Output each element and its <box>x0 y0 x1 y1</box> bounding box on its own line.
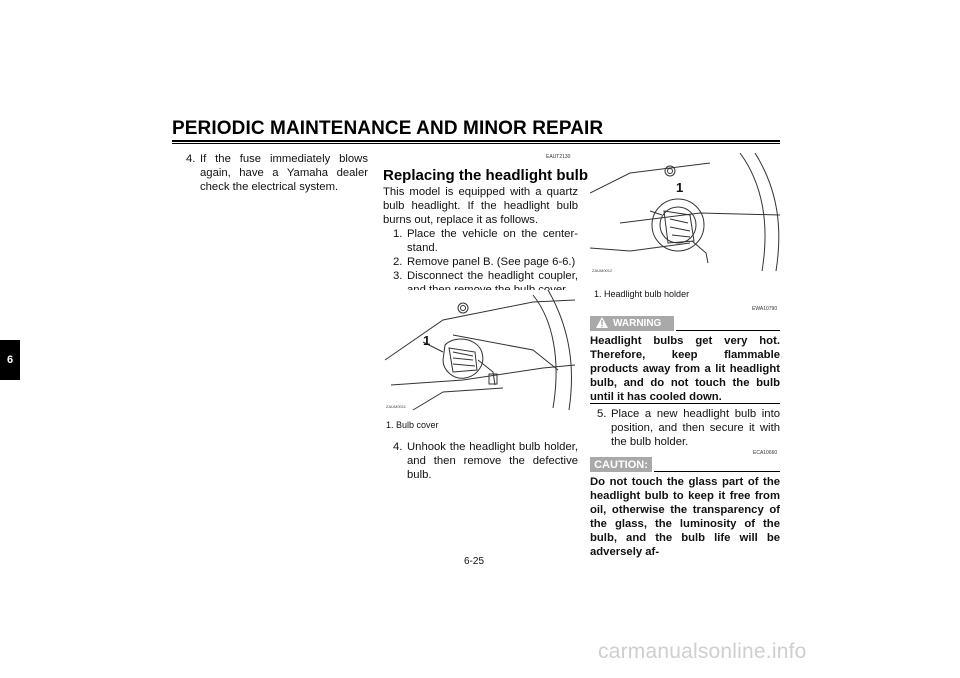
figure2-callout-number: 1 <box>676 180 684 195</box>
warning-code: EWA10790 <box>752 306 778 312</box>
step-text: Place the vehicle on the center-stand. <box>407 228 578 254</box>
intro-paragraph: This model is equipped with a quartz bulb headlight. If the headlight bulb burns out, replace it as follows. <box>383 186 578 226</box>
warning-label: WARNING <box>613 318 662 329</box>
step-2 <box>393 255 578 269</box>
step-number: 1. <box>393 228 403 240</box>
bulb-cover-illustration <box>383 290 578 412</box>
section-code: EAUT2130 <box>546 154 571 160</box>
figure-headlight-bulb-holder <box>590 153 780 273</box>
warning-triangle-icon <box>596 317 608 331</box>
step-text: Place a new headlight bulb into position, and then secure it with the bulb holder. <box>611 408 780 448</box>
caution-code: ECA10660 <box>753 450 778 456</box>
chapter-tab-number: 6 <box>6 354 14 366</box>
warning-bottom-rule <box>590 403 780 404</box>
right-column-steps <box>597 407 780 449</box>
page-header-title: PERIODIC MAINTENANCE AND MINOR REPAIR <box>172 118 604 139</box>
step-number: 4. <box>186 153 196 165</box>
figure1-caption: 1. Bulb cover <box>386 420 439 430</box>
page-number: 6-25 <box>464 556 485 567</box>
step-4-fuse <box>186 152 368 194</box>
bulb-holder-illustration <box>590 153 780 273</box>
middle-column <box>383 185 578 297</box>
step-number: 2. <box>393 256 403 268</box>
step-4 <box>393 440 578 482</box>
header-rule <box>172 140 780 142</box>
left-column <box>186 152 368 194</box>
middle-column-continued <box>393 440 578 482</box>
figure-bulb-cover <box>383 290 578 412</box>
section-title: Replacing the headlight bulb <box>383 167 589 184</box>
step-number: 4. <box>393 441 403 453</box>
warning-paragraph: Headlight bulbs get very hot. Therefore, keep flammable products away from a lit headlight bulb, and do not touch the bulb until it has cooled down. <box>590 335 780 403</box>
warning-rule <box>676 330 780 331</box>
figure1-callout-number: 1 <box>423 333 431 348</box>
step-text: Remove panel B. (See page 6-6.) <box>407 256 576 268</box>
step-number: 3. <box>393 270 403 282</box>
header-rule-thin <box>172 143 780 144</box>
caution-text <box>590 475 780 559</box>
step-1 <box>393 227 578 255</box>
step-text: If the fuse immediately blows again, have a Yamaha dealer check the electrical system. <box>200 153 368 193</box>
figure2-code: ZAUM0012 <box>592 268 613 273</box>
figure1-code: ZAUM0011 <box>386 404 406 409</box>
step-text: Disconnect the headlight coupler, <box>407 270 578 282</box>
warning-label-box <box>590 316 674 331</box>
caution-label: CAUTION: <box>590 457 652 472</box>
caution-paragraph: Do not touch the glass part of the headlight bulb to keep it free from oil, otherwise the transparency of the glass, the luminosity of the bulb, and the bulb life will be adversely af- <box>590 476 780 558</box>
figure2-caption: 1. Headlight bulb holder <box>594 289 690 299</box>
watermark: carmanualsonline.info <box>598 640 807 663</box>
step-5 <box>597 407 780 449</box>
step-text: Unhook the headlight bulb holder, and then remove the defective bulb. <box>407 441 578 481</box>
caution-rule <box>654 471 780 472</box>
warning-text <box>590 334 780 404</box>
step-number: 5. <box>597 408 607 420</box>
